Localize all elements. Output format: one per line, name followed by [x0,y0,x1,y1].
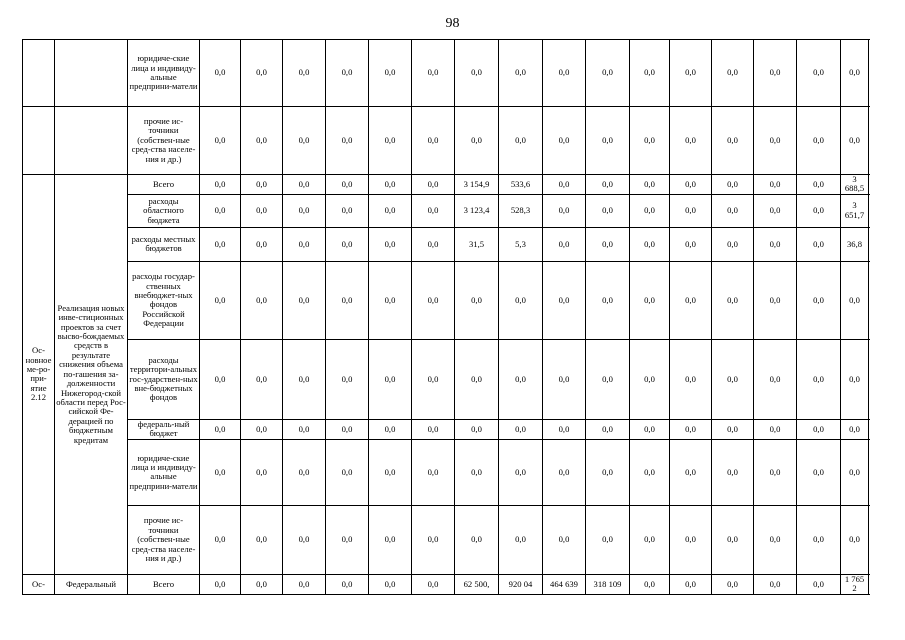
value-cell: 0,0 [543,439,586,505]
value-cell: 0,0 [326,227,369,261]
value-cell: 0,0 [326,261,369,339]
value-cell: 0,0 [712,439,754,505]
table-row [23,175,869,195]
value-cell: 0,0 [455,439,499,505]
value-cell: 0,0 [499,40,543,107]
value-cell: 0,0 [455,107,499,175]
value-cell: 0,0 [586,107,630,175]
value-cell: 0,0 [369,175,412,195]
value-cell: 0,0 [241,574,283,594]
empty-name-cell [55,107,128,175]
value-cell: 0,0 [670,505,712,574]
table-row [23,40,869,107]
value-cell: 0,0 [283,107,326,175]
value-cell: 0,0 [797,175,841,195]
funding-source-label: прочие ис-точники (собствен-ные сред-ства населе-ния и др.) [128,107,200,175]
value-cell: 0,0 [283,261,326,339]
value-cell: 0,0 [241,40,283,107]
value-cell: 0,0 [670,194,712,227]
value-cell: 0,0 [543,175,586,195]
funding-source-label: юридиче-ские лица и индивиду-альные предприни-матели [128,40,200,107]
value-cell: 0,0 [712,175,754,195]
value-cell: 0,0 [670,419,712,439]
value-cell: 0,0 [630,227,670,261]
value-cell: 0,0 [241,419,283,439]
value-cell: 0,0 [241,505,283,574]
value-cell: 0,0 [754,261,797,339]
value-cell: 0,0 [586,261,630,339]
value-cell: 0,0 [712,505,754,574]
value-cell: 0,0 [369,419,412,439]
value-cell: 0,0 [630,175,670,195]
table-row [23,419,869,439]
value-cell: 0,0 [754,107,797,175]
value-cell: 0,0 [241,107,283,175]
value-cell: 0,0 [586,194,630,227]
value-cell: 0,0 [630,261,670,339]
value-cell: 0,0 [670,339,712,419]
value-cell: 0,0 [841,107,869,175]
value-cell: 0,0 [326,40,369,107]
table-row [23,227,869,261]
value-cell: 0,0 [369,261,412,339]
value-cell: 0,0 [499,505,543,574]
value-cell: 0,0 [797,339,841,419]
value-cell: 0,0 [543,227,586,261]
value-cell: 0,0 [712,419,754,439]
activity-code: Ос- [23,574,55,594]
value-cell: 0,0 [797,439,841,505]
value-cell: 0,0 [543,194,586,227]
value-cell: 0,0 [630,439,670,505]
value-cell: 0,0 [369,439,412,505]
value-cell: 0,0 [241,261,283,339]
value-cell: 0,0 [754,175,797,195]
value-cell: 0,0 [841,439,869,505]
table-row [23,439,869,505]
table-row [23,194,869,227]
value-cell: 0,0 [754,439,797,505]
value-cell: 0,0 [754,194,797,227]
value-cell: 0,0 [630,339,670,419]
value-cell: 0,0 [412,40,455,107]
value-cell: 0,0 [712,574,754,594]
funding-source-label: прочие ис-точники (собствен-ные сред-ства населе-ния и др.) [128,505,200,574]
value-cell: 0,0 [455,505,499,574]
value-cell: 0,0 [412,261,455,339]
value-cell: 0,0 [241,175,283,195]
value-cell: 0,0 [543,107,586,175]
value-cell: 0,0 [586,419,630,439]
value-cell: 0,0 [841,419,869,439]
value-cell: 0,0 [499,419,543,439]
value-cell: 0,0 [670,175,712,195]
budget-table [22,39,869,595]
value-cell: 0,0 [200,339,241,419]
value-cell: 464 639 [543,574,586,594]
activity-code: Ос-новное ме-ро-при-ятие 2.12 [23,175,55,575]
value-cell: 0,0 [797,574,841,594]
value-cell: 0,0 [412,505,455,574]
value-cell: 0,0 [283,505,326,574]
empty-code-cell [23,107,55,175]
value-cell: 0,0 [200,261,241,339]
value-cell: 0,0 [630,194,670,227]
value-cell: 0,0 [841,261,869,339]
value-cell: 0,0 [499,261,543,339]
value-cell: 0,0 [499,107,543,175]
value-cell: 528,3 [499,194,543,227]
value-cell: 0,0 [412,574,455,594]
value-cell: 31,5 [455,227,499,261]
value-cell: 0,0 [670,107,712,175]
funding-source-label: расходы государ-ственных внебюджет-ных фондов Российской Федерации [128,261,200,339]
value-cell: 0,0 [754,419,797,439]
table-row [23,574,869,594]
activity-name: Реализация новых инве-стиционных проектов за счет высво-бождаемых средств в результате снижения объема по-гашения за-долженности Нижегород-ской области перед Рос-сийской Фе-дерацией по бюджетным кредитам [55,175,128,575]
page-number: 98 [445,16,460,31]
value-cell: 0,0 [326,574,369,594]
value-cell: 0,0 [841,40,869,107]
value-cell: 0,0 [200,40,241,107]
value-cell: 0,0 [283,40,326,107]
value-cell: 0,0 [369,227,412,261]
value-cell: 0,0 [369,505,412,574]
value-cell: 0,0 [283,439,326,505]
value-cell: 0,0 [326,419,369,439]
value-cell: 3 154,9 [455,175,499,195]
value-cell: 0,0 [326,505,369,574]
value-cell: 0,0 [200,505,241,574]
funding-source-label: расходы территори-альных гос-ударствен-ных вне-бюджетных фондов [128,339,200,419]
value-cell: 36,8 [841,227,869,261]
activity-name: Федеральный [55,574,128,594]
value-cell: 0,0 [283,339,326,419]
value-cell: 0,0 [326,339,369,419]
value-cell: 0,0 [712,261,754,339]
value-cell: 0,0 [200,419,241,439]
value-cell: 0,0 [200,439,241,505]
value-cell: 0,0 [412,194,455,227]
value-cell: 0,0 [670,227,712,261]
value-cell: 0,0 [586,505,630,574]
empty-code-cell [23,40,55,107]
value-cell: 0,0 [283,419,326,439]
value-cell: 0,0 [630,505,670,574]
funding-source-label: расходы областного бюджета [128,194,200,227]
value-cell: 0,0 [797,227,841,261]
value-cell: 3 123,4 [455,194,499,227]
value-cell: 0,0 [712,339,754,419]
value-cell: 0,0 [200,175,241,195]
value-cell: 0,0 [369,574,412,594]
value-cell: 0,0 [712,194,754,227]
value-cell: 0,0 [326,175,369,195]
value-cell: 0,0 [797,419,841,439]
value-cell: 318 109 [586,574,630,594]
value-cell: 533,6 [499,175,543,195]
value-cell: 62 500, [455,574,499,594]
funding-source-label: Всего [128,574,200,594]
value-cell: 3 688,5 [841,175,869,195]
value-cell: 0,0 [797,505,841,574]
value-cell: 0,0 [797,194,841,227]
value-cell: 0,0 [412,175,455,195]
value-cell: 0,0 [841,505,869,574]
value-cell: 0,0 [670,574,712,594]
value-cell: 0,0 [670,40,712,107]
value-cell: 0,0 [754,505,797,574]
value-cell: 0,0 [630,574,670,594]
value-cell: 0,0 [455,261,499,339]
value-cell: 0,0 [369,40,412,107]
funding-source-label: Всего [128,175,200,195]
value-cell: 0,0 [412,227,455,261]
value-cell: 0,0 [412,439,455,505]
value-cell: 920 04 [499,574,543,594]
value-cell: 0,0 [670,261,712,339]
table-row [23,505,869,574]
value-cell: 0,0 [754,227,797,261]
value-cell: 0,0 [241,339,283,419]
value-cell: 0,0 [712,107,754,175]
value-cell: 0,0 [326,107,369,175]
value-cell: 0,0 [586,227,630,261]
value-cell: 0,0 [797,107,841,175]
funding-source-label: расходы местных бюджетов [128,227,200,261]
value-cell: 0,0 [326,194,369,227]
value-cell: 0,0 [326,439,369,505]
value-cell: 0,0 [241,439,283,505]
value-cell: 0,0 [369,339,412,419]
value-cell: 0,0 [200,574,241,594]
funding-source-label: юридиче-ские лица и индивиду-альные предприни-матели [128,439,200,505]
table-row [23,261,869,339]
value-cell: 0,0 [241,194,283,227]
value-cell: 1 765 2 [841,574,869,594]
value-cell: 0,0 [241,227,283,261]
value-cell: 0,0 [543,505,586,574]
value-cell: 0,0 [754,339,797,419]
value-cell: 0,0 [841,339,869,419]
value-cell: 0,0 [499,339,543,419]
value-cell: 0,0 [712,227,754,261]
value-cell: 0,0 [283,194,326,227]
table-row [23,339,869,419]
value-cell: 0,0 [754,574,797,594]
value-cell: 0,0 [369,107,412,175]
value-cell: 0,0 [369,194,412,227]
value-cell: 0,0 [712,40,754,107]
value-cell: 0,0 [283,175,326,195]
value-cell: 0,0 [412,419,455,439]
value-cell: 0,0 [586,439,630,505]
value-cell: 0,0 [543,40,586,107]
value-cell: 0,0 [455,339,499,419]
funding-source-label: федераль-ный бюджет [128,419,200,439]
value-cell: 0,0 [630,419,670,439]
value-cell: 0,0 [543,339,586,419]
value-cell: 0,0 [455,419,499,439]
value-cell: 0,0 [200,194,241,227]
empty-name-cell [55,40,128,107]
value-cell: 0,0 [283,227,326,261]
value-cell: 0,0 [586,339,630,419]
value-cell: 0,0 [754,40,797,107]
value-cell: 3 651,7 [841,194,869,227]
value-cell: 0,0 [586,175,630,195]
value-cell: 0,0 [586,40,630,107]
value-cell: 0,0 [670,439,712,505]
value-cell: 0,0 [200,107,241,175]
value-cell: 0,0 [797,261,841,339]
table-row [23,107,869,175]
value-cell: 0,0 [630,107,670,175]
value-cell: 0,0 [455,40,499,107]
value-cell: 0,0 [543,419,586,439]
value-cell: 0,0 [283,574,326,594]
value-cell: 0,0 [499,439,543,505]
value-cell: 5,3 [499,227,543,261]
value-cell: 0,0 [797,40,841,107]
value-cell: 0,0 [412,107,455,175]
value-cell: 0,0 [630,40,670,107]
value-cell: 0,0 [412,339,455,419]
value-cell: 0,0 [200,227,241,261]
value-cell: 0,0 [543,261,586,339]
